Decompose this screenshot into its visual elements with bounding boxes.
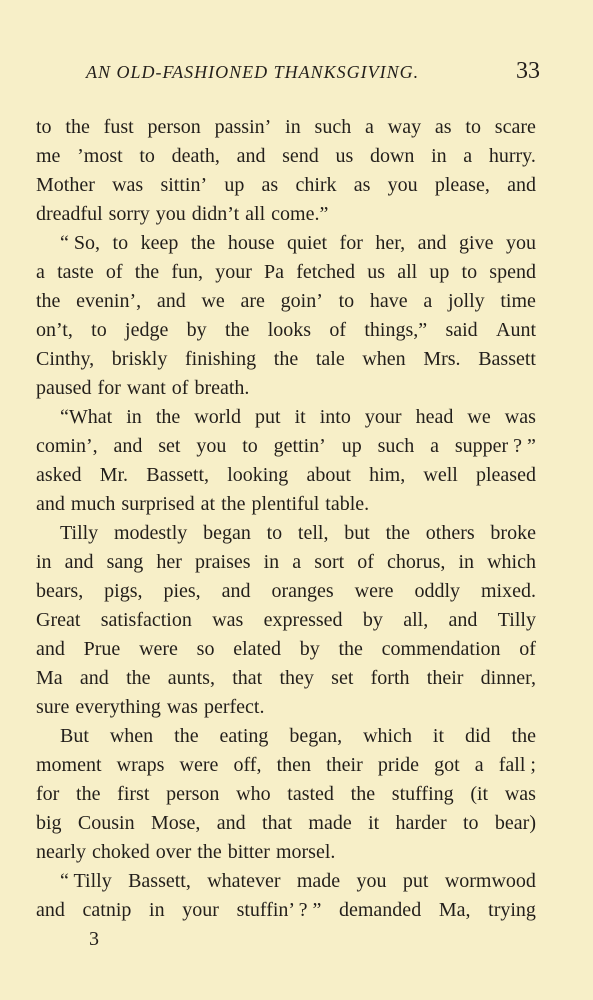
word: you <box>506 232 536 254</box>
word: and <box>221 580 251 602</box>
word: and <box>448 609 478 631</box>
word: “ Tilly <box>60 870 112 892</box>
word: hurry. <box>488 145 536 167</box>
word: it <box>294 406 306 428</box>
word: taste <box>57 261 94 283</box>
word: got <box>434 754 460 776</box>
word: by <box>186 319 207 341</box>
word: sort <box>314 551 345 573</box>
word: to <box>461 261 478 283</box>
word: for <box>339 232 363 254</box>
word: into <box>319 406 351 428</box>
word: the <box>174 725 199 747</box>
word: bitter <box>227 841 270 863</box>
word: about <box>306 464 351 486</box>
word: her, <box>375 232 406 254</box>
text-line <box>36 142 536 171</box>
word: to <box>266 522 283 544</box>
word: and <box>156 290 186 312</box>
word: things,” <box>364 319 428 341</box>
word: spend <box>489 261 536 283</box>
word: over <box>155 841 192 863</box>
word: you <box>196 435 227 457</box>
word: forth <box>370 667 410 689</box>
word: satisfaction <box>100 609 192 631</box>
word: you <box>155 203 186 225</box>
page-header <box>0 58 593 90</box>
word: such <box>314 116 352 138</box>
word: dreadful <box>36 203 103 225</box>
word: they <box>279 667 314 689</box>
text-line <box>36 548 536 577</box>
word: gettin’ <box>273 435 326 457</box>
word: Ma, <box>438 899 471 921</box>
word: who <box>236 783 271 805</box>
word: you <box>356 870 387 892</box>
word: for <box>97 377 121 399</box>
word: chorus, <box>387 551 446 573</box>
word: a <box>292 551 302 573</box>
word: it <box>368 812 380 834</box>
word: head <box>415 406 454 428</box>
word: others <box>425 522 475 544</box>
word: quiet <box>287 232 328 254</box>
word: was <box>504 783 536 805</box>
word: tasted <box>287 783 334 805</box>
word: set <box>331 667 354 689</box>
word: in <box>126 406 142 428</box>
word: their <box>426 667 464 689</box>
word: elated <box>233 638 281 660</box>
word: to <box>242 435 258 457</box>
word: finishing <box>185 348 257 370</box>
word: commendation <box>381 638 501 660</box>
word: Ma <box>36 667 63 689</box>
word: to <box>139 145 155 167</box>
word: set <box>158 435 181 457</box>
word: to <box>338 290 355 312</box>
word: did <box>465 725 491 747</box>
word: her <box>156 551 182 573</box>
text-line <box>36 606 536 635</box>
word: and <box>64 551 94 573</box>
word: made <box>296 870 341 892</box>
word: the <box>273 348 299 370</box>
word: in <box>263 551 280 573</box>
word: all <box>397 261 418 283</box>
word: demanded <box>339 899 422 921</box>
word: tale <box>315 348 345 370</box>
word: him, <box>369 464 406 486</box>
word: the <box>221 493 246 515</box>
word: was <box>504 406 536 428</box>
word: a <box>430 435 439 457</box>
text-line <box>36 345 536 374</box>
word: of <box>329 319 347 341</box>
word: (it <box>470 783 489 805</box>
word: well <box>423 464 458 486</box>
word: in <box>431 145 447 167</box>
word: which <box>487 551 536 573</box>
word: in <box>36 551 52 573</box>
word: me <box>36 145 61 167</box>
word: comin’, <box>36 435 98 457</box>
word: was <box>112 174 144 196</box>
word: sorry <box>108 203 150 225</box>
text-line <box>36 113 536 142</box>
word: come.” <box>271 203 329 225</box>
word: which <box>363 725 412 747</box>
text-line <box>36 229 536 258</box>
word: the <box>224 319 250 341</box>
word: by <box>299 638 320 660</box>
word: first <box>117 783 150 805</box>
word: pies, <box>163 580 201 602</box>
word: all, <box>403 609 429 631</box>
word: Tilly <box>497 609 536 631</box>
word: person <box>147 116 201 138</box>
word: fust <box>103 116 134 138</box>
word: a <box>365 116 374 138</box>
word: perfect. <box>203 696 265 718</box>
word: praises <box>194 551 251 573</box>
word: Mrs. <box>423 348 461 370</box>
word: morsel. <box>275 841 336 863</box>
word: scare <box>494 116 536 138</box>
word: whatever <box>207 870 281 892</box>
word: “ So, <box>60 232 100 254</box>
text-line <box>36 374 536 403</box>
word: the <box>197 841 222 863</box>
word: and <box>113 435 143 457</box>
text-line <box>36 200 536 229</box>
text-line <box>36 461 536 490</box>
word: Mose, <box>150 812 201 834</box>
word: us <box>367 261 386 283</box>
word: Bassett <box>478 348 536 370</box>
word: broke <box>490 522 536 544</box>
word: Mr. <box>99 464 129 486</box>
word: and <box>36 899 65 921</box>
word: a <box>36 261 45 283</box>
word: a <box>423 290 433 312</box>
word: made <box>308 812 352 834</box>
word: table. <box>325 493 370 515</box>
body-text <box>36 113 536 925</box>
word: fall ; <box>498 754 536 776</box>
text-line <box>36 751 536 780</box>
word: keep <box>140 232 179 254</box>
word: said <box>445 319 478 341</box>
word: Bassett, <box>146 464 210 486</box>
text-line <box>36 838 536 867</box>
word: trying <box>488 899 536 921</box>
word: bears, <box>36 580 84 602</box>
text-line <box>36 635 536 664</box>
word: for <box>36 783 60 805</box>
word: began <box>203 522 251 544</box>
text-line <box>36 722 536 751</box>
word: wormwood <box>444 870 536 892</box>
word: the <box>190 232 216 254</box>
word: put <box>254 406 281 428</box>
word: you <box>387 174 418 196</box>
word: passin’ <box>214 116 272 138</box>
word: choked <box>91 841 150 863</box>
word: everything <box>75 696 161 718</box>
word: in <box>458 551 475 573</box>
word: began, <box>289 725 343 747</box>
word: your <box>215 261 252 283</box>
word: put <box>402 870 429 892</box>
word: and <box>79 667 109 689</box>
word: and <box>417 232 447 254</box>
word: a <box>463 145 473 167</box>
word: person <box>166 783 220 805</box>
word: moment <box>36 754 102 776</box>
word: were <box>139 638 178 660</box>
word: oddly <box>414 580 460 602</box>
text-line <box>36 258 536 287</box>
word: the <box>65 116 90 138</box>
word: breath. <box>194 377 250 399</box>
word: asked <box>36 464 82 486</box>
word: the <box>338 638 363 660</box>
word: Great <box>36 609 81 631</box>
page-number: 33 <box>516 58 540 84</box>
word: have <box>369 290 408 312</box>
word: then <box>276 754 312 776</box>
word: chirk <box>295 174 337 196</box>
word: to <box>36 116 52 138</box>
word: house <box>227 232 275 254</box>
word: time <box>500 290 536 312</box>
word: down <box>369 145 415 167</box>
word: ’most <box>77 145 123 167</box>
word: are <box>240 290 265 312</box>
word: and <box>216 812 246 834</box>
word: “What <box>60 406 113 428</box>
word: and <box>507 174 536 196</box>
word: to <box>112 232 129 254</box>
word: expressed <box>263 609 343 631</box>
word: paused <box>36 377 92 399</box>
word: bear) <box>494 812 536 834</box>
word: give <box>459 232 494 254</box>
word: to <box>462 812 479 834</box>
word: all <box>245 203 266 225</box>
word: up <box>224 174 245 196</box>
word: supper ? ” <box>454 435 536 457</box>
word: tell, <box>297 522 329 544</box>
text-line <box>36 664 536 693</box>
word: modestly <box>113 522 188 544</box>
word: was <box>166 696 198 718</box>
word: harder <box>395 812 447 834</box>
word: up <box>341 435 362 457</box>
word: of <box>105 261 123 283</box>
word: oranges <box>271 580 334 602</box>
text-line <box>36 432 536 461</box>
word: the <box>385 522 410 544</box>
word: a <box>474 754 484 776</box>
text-line <box>36 577 536 606</box>
word: much <box>70 493 116 515</box>
text-line <box>36 316 536 345</box>
text-line <box>36 896 536 925</box>
word: us <box>335 145 354 167</box>
word: sang <box>106 551 144 573</box>
word: and <box>236 145 266 167</box>
word: in <box>149 899 165 921</box>
word: Cousin <box>77 812 135 834</box>
word: as <box>261 174 279 196</box>
word: but <box>344 522 370 544</box>
word: please, <box>434 174 490 196</box>
word: off, <box>233 754 262 776</box>
word: want <box>126 377 166 399</box>
word: fetched <box>296 261 356 283</box>
word: Tilly <box>60 522 99 544</box>
text-line <box>36 780 536 809</box>
word: Bassett, <box>128 870 191 892</box>
word: of <box>171 377 189 399</box>
word: the <box>126 667 151 689</box>
word: Aunt <box>496 319 536 341</box>
word: and <box>36 493 65 515</box>
word: Prue <box>83 638 121 660</box>
word: the <box>350 783 376 805</box>
word: so <box>196 638 215 660</box>
word: big <box>36 812 62 834</box>
text-line <box>36 809 536 838</box>
word: such <box>377 435 415 457</box>
word: your <box>182 899 219 921</box>
word: stuffing <box>391 783 454 805</box>
word: way <box>387 116 422 138</box>
word: on’t, <box>36 319 73 341</box>
word: aunts, <box>167 667 215 689</box>
word: Cinthy, <box>36 348 95 370</box>
word: the <box>76 783 101 805</box>
word: evenin’, <box>76 290 142 312</box>
word: world <box>194 406 241 428</box>
word: goin’ <box>280 290 323 312</box>
word: pigs, <box>104 580 143 602</box>
word: when <box>109 725 154 747</box>
word: by <box>362 609 383 631</box>
word: surprised <box>121 493 195 515</box>
word: pride <box>377 754 419 776</box>
word: to <box>91 319 107 341</box>
word: of <box>519 638 536 660</box>
text-line <box>36 403 536 432</box>
word: jolly <box>447 290 485 312</box>
word: Pa <box>264 261 285 283</box>
word: But <box>60 725 89 747</box>
text-line <box>36 867 536 896</box>
word: when <box>362 348 406 370</box>
word: looks <box>267 319 312 341</box>
word: jedge <box>125 319 169 341</box>
word: nearly <box>36 841 86 863</box>
word: the <box>134 261 160 283</box>
word: the <box>511 725 536 747</box>
word: was <box>212 609 244 631</box>
word: it <box>432 725 445 747</box>
text-line <box>36 171 536 200</box>
word: looking <box>227 464 289 486</box>
word: death, <box>171 145 220 167</box>
word: mixed. <box>480 580 536 602</box>
word: as <box>353 174 371 196</box>
word: were <box>354 580 394 602</box>
word: pleased <box>476 464 536 486</box>
text-line <box>36 519 536 548</box>
word: and <box>36 638 65 660</box>
word: sittin’ <box>160 174 208 196</box>
text-line <box>36 693 536 722</box>
word: your <box>364 406 402 428</box>
word: sure <box>36 696 70 718</box>
word: that <box>232 667 263 689</box>
word: of <box>357 551 374 573</box>
signature-mark: 3 <box>89 928 99 950</box>
word: their <box>326 754 363 776</box>
word: wraps <box>116 754 165 776</box>
word: dinner, <box>480 667 536 689</box>
word: up <box>429 261 450 283</box>
word: briskly <box>111 348 168 370</box>
word: the <box>155 406 181 428</box>
word: eating <box>219 725 269 747</box>
word: we <box>467 406 491 428</box>
word: in <box>285 116 301 138</box>
word: fun, <box>171 261 204 283</box>
word: stuffin’ ? ” <box>236 899 322 921</box>
text-line <box>36 287 536 316</box>
word: at <box>200 493 216 515</box>
word: send <box>282 145 319 167</box>
running-title: AN OLD-FASHIONED THANKSGIVING. <box>86 62 420 82</box>
word: to <box>465 116 481 138</box>
word: plentiful <box>251 493 320 515</box>
word: we <box>201 290 225 312</box>
word: that <box>262 812 293 834</box>
word: the <box>36 290 61 312</box>
text-line <box>36 490 536 519</box>
word: as <box>434 116 452 138</box>
word: didn’t <box>191 203 240 225</box>
word: catnip <box>82 899 132 921</box>
word: were <box>179 754 219 776</box>
word: Mother <box>36 174 95 196</box>
